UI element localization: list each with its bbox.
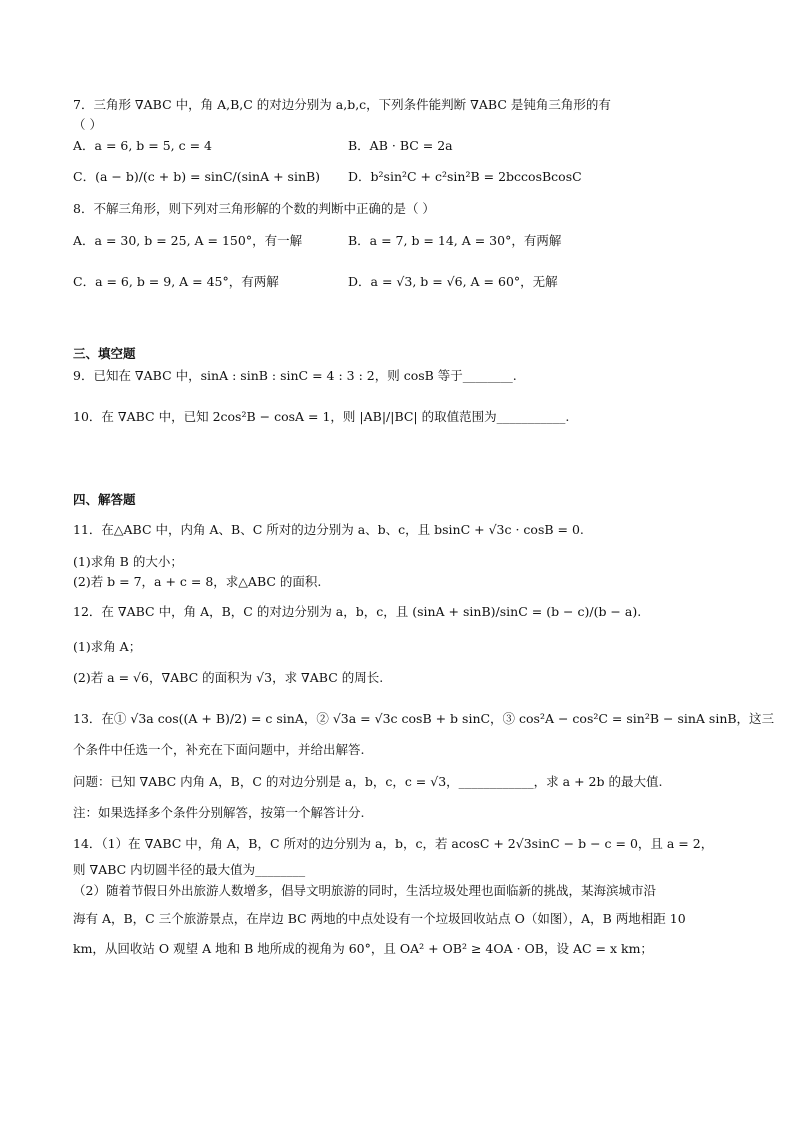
q13-note: 注：如果选择多个条件分别解答，按第一个解答计分. xyxy=(73,805,365,820)
q13-line2: 个条件中任选一个，补充在下面问题中，并给出解答. xyxy=(73,742,365,757)
q12-part1: (1)求角 A； xyxy=(73,639,142,654)
q10-text: 10．在 ∇ABC 中，已知 2cos²B − cosA = 1，则 |AB|/|BC| 的取值范围为___________. xyxy=(73,409,570,424)
q11-part1: (1)求角 B 的大小； xyxy=(73,554,183,569)
q14-line2: 则 ∇ABC 内切圆半径的最大值为________ xyxy=(73,862,306,877)
section-title-fill-in: 三、填空题 xyxy=(73,346,136,361)
q11-part2: (2)若 b = 7，a + c = 8，求△ABC 的面积. xyxy=(73,574,322,589)
q7-option-b: B．AB · BC = 2a xyxy=(348,138,453,153)
q9-text: 9．已知在 ∇ABC 中，sinA : sinB : sinC = 4 : 3 : 2，则 cosB 等于________. xyxy=(73,368,517,383)
q13-line1: 13．在① √3a cos((A + B)/2) = c sinA，② √3a = √3c cosB + b sinC，③ cos²A − cos²C = sin²B − sinA sinB，这三 xyxy=(73,711,775,726)
q14-line3: （2）随着节假日外出旅游人数增多，倡导文明旅游的同时，生活垃圾处理也面临新的挑战，某海滨城市沿 xyxy=(73,883,656,898)
q8-option-b: B．a = 7, b = 14, A = 30°，有两解 xyxy=(348,233,562,248)
q11-stem: 11．在△ABC 中，内角 A、B、C 所对的边分别为 a、b、c，且 bsinC + √3c · cosB = 0. xyxy=(73,522,584,537)
q14-line1: 14．（1）在 ∇ABC 中，角 A，B，C 所对的边分别为 a，b，c，若 acosC + 2√3sinC − b − c = 0，且 a = 2， xyxy=(73,836,714,851)
q8-stem: 8．不解三角形，则下列对三角形解的个数的判断中正确的是（ ） xyxy=(73,201,435,216)
q14-line4: 海有 A，B，C 三个旅游景点，在岸边 BC 两地的中点处设有一个垃圾回收站点 O（如图），A，B 两地相距 10 xyxy=(73,911,686,926)
q7-option-d: D．b²sin²C + c²sin²B = 2bccosBcosC xyxy=(348,169,582,184)
q7-paren: （ ） xyxy=(73,117,102,132)
q8-option-a: A．a = 30, b = 25, A = 150°，有一解 xyxy=(73,233,303,248)
q14-line5: km，从回收站 O 观望 A 地和 B 地所成的视角为 60°，且 OA² + OB² ≥ 4OA · OB，设 AC = x km； xyxy=(73,941,653,956)
q13-problem: 问题：已知 ∇ABC 内角 A，B，C 的对边分别是 a，b，c，c = √3，____________，求 a + 2b 的最大值. xyxy=(73,774,663,789)
q8-option-d: D．a = √3, b = √6, A = 60°，无解 xyxy=(348,274,558,289)
q7-stem: 7．三角形 ∇ABC 中，角 A,B,C 的对边分别为 a,b,c，下列条件能判断 ∇ABC 是钝角三角形的有 xyxy=(73,97,611,112)
q12-part2: (2)若 a = √6，∇ABC 的面积为 √3，求 ∇ABC 的周长. xyxy=(73,670,384,685)
q7-option-c: C．(a − b)/(c + b) = sinC/(sinA + sinB) xyxy=(73,169,321,184)
q7-option-a: A．a = 6, b = 5, c = 4 xyxy=(73,138,212,153)
section-title-solve: 四、解答题 xyxy=(73,492,136,507)
q12-stem: 12．在 ∇ABC 中，角 A，B，C 的对边分别为 a，b，c，且 (sinA + sinB)/sinC = (b − c)/(b − a). xyxy=(73,604,642,619)
q8-option-c: C．a = 6, b = 9, A = 45°，有两解 xyxy=(73,274,279,289)
